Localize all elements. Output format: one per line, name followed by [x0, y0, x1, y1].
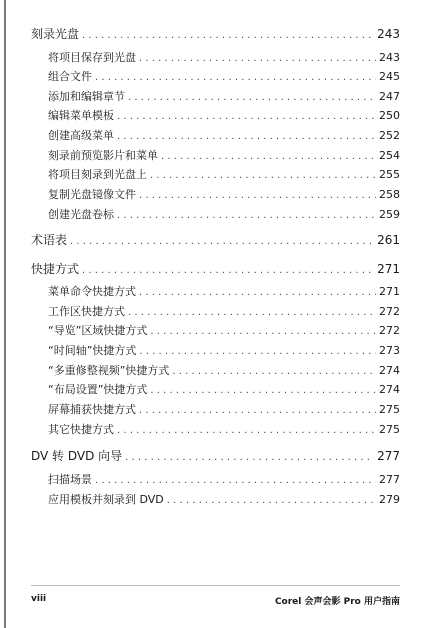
toc-entry-subsection[interactable]	[48, 51, 400, 66]
dot-leader	[150, 384, 376, 398]
toc-entry-subsection[interactable]	[48, 423, 400, 438]
dot-leader	[150, 169, 376, 183]
toc-entry-title: 刻录光盘	[31, 27, 80, 41]
toc-entry-subsection[interactable]	[48, 149, 400, 164]
dot-leader	[161, 150, 376, 164]
toc-entry-subsection[interactable]	[48, 383, 400, 398]
dot-leader	[139, 345, 376, 359]
toc-entry-subsection[interactable]	[48, 168, 400, 183]
dot-leader	[139, 286, 376, 300]
toc-entry-title: “导览”区域快捷方式	[48, 324, 148, 337]
dot-leader	[172, 365, 376, 379]
dot-leader	[167, 494, 376, 508]
toc-entry-subsection[interactable]	[48, 208, 400, 223]
toc-entry-title: 添加和编辑章节	[48, 90, 125, 103]
toc-entry-subsection[interactable]	[48, 90, 400, 105]
dot-leader	[117, 209, 376, 223]
toc-entry-page: 272	[379, 305, 400, 318]
toc-entry-title: 应用模板并刻录到 DVD	[48, 493, 164, 506]
dot-leader	[139, 52, 376, 66]
toc-entry-title: 快捷方式	[31, 262, 80, 276]
toc-entry-page: 273	[379, 344, 400, 357]
dot-leader	[117, 130, 376, 144]
toc-entry-page: 258	[379, 188, 400, 201]
toc-entry-page: 250	[379, 109, 400, 122]
dot-leader	[82, 263, 374, 278]
toc-entry-page: 252	[379, 129, 400, 142]
dot-leader	[117, 424, 376, 438]
dot-leader	[128, 306, 376, 320]
toc-entry-title: 术语表	[31, 233, 68, 247]
dot-leader	[117, 110, 376, 124]
toc-entry-page: 277	[377, 449, 400, 463]
dot-leader	[125, 450, 374, 465]
toc-entry-subsection[interactable]	[48, 305, 400, 320]
toc-entry-page: 255	[379, 168, 400, 181]
dot-leader	[82, 28, 374, 43]
toc-entry-page: 279	[379, 493, 400, 506]
toc-entry-title: 工作区快捷方式	[48, 305, 125, 318]
toc-entry-page: 261	[377, 233, 400, 247]
toc-entry-subsection[interactable]	[48, 129, 400, 144]
toc-entry-page: 275	[379, 403, 400, 416]
toc-entry-title: 刻录前预览影片和菜单	[48, 149, 158, 162]
toc-entry-title: “布局设置”快捷方式	[48, 383, 148, 396]
toc-entry-section[interactable]	[31, 27, 400, 43]
toc-entry-title: 其它快捷方式	[48, 423, 114, 436]
toc-entry-subsection[interactable]	[48, 493, 400, 508]
toc-entry-page: 243	[377, 27, 400, 41]
dot-leader	[150, 325, 376, 339]
toc-entry-page: 271	[377, 262, 400, 276]
toc-entry-title: 扫描场景	[48, 473, 92, 486]
toc-entry-page: 271	[379, 285, 400, 298]
toc-entry-title: 组合文件	[48, 70, 92, 83]
toc-entry-page: 275	[379, 423, 400, 436]
toc-entry-title: 将项目刻录到光盘上	[48, 168, 147, 181]
dot-leader	[70, 234, 374, 249]
dot-leader	[139, 189, 376, 203]
toc-entry-title: 编辑菜单模板	[48, 109, 114, 122]
toc-entry-page: 274	[379, 383, 400, 396]
toc-entry-subsection[interactable]	[48, 364, 400, 379]
toc-entry-subsection[interactable]	[48, 473, 400, 488]
toc-entry-title: 菜单命令快捷方式	[48, 285, 136, 298]
dot-leader	[128, 91, 376, 105]
toc-entry-page: 259	[379, 208, 400, 221]
toc-entry-title: 复制光盘镜像文件	[48, 188, 136, 201]
toc-entry-page: 274	[379, 364, 400, 377]
toc-entry-page: 247	[379, 90, 400, 103]
toc-entry-section[interactable]	[31, 449, 400, 465]
toc-entry-subsection[interactable]	[48, 188, 400, 203]
toc-entry-title: 将项目保存到光盘	[48, 51, 136, 64]
toc-entry-subsection[interactable]	[48, 285, 400, 300]
footer-page-number: viii	[31, 594, 47, 604]
toc-entry-section[interactable]	[31, 233, 400, 249]
toc-entry-subsection[interactable]	[48, 70, 400, 85]
toc-entry-title: 创建光盘卷标	[48, 208, 114, 221]
toc-entry-title: 屏幕捕获快捷方式	[48, 403, 136, 416]
toc-entry-page: 245	[379, 70, 400, 83]
dot-leader	[139, 404, 376, 418]
toc-entry-subsection[interactable]	[48, 324, 400, 339]
toc-entry-section[interactable]	[31, 262, 400, 278]
toc-entry-page: 254	[379, 149, 400, 162]
toc-entry-subsection[interactable]	[48, 344, 400, 359]
toc-entry-page: 243	[379, 51, 400, 64]
page-edge-rule	[4, 0, 6, 628]
toc-entry-title: “时间轴”快捷方式	[48, 344, 137, 357]
toc-entry-title: 创建高级菜单	[48, 129, 114, 142]
footer-book-title: Corel 会声会影 Pro 用户指南	[274, 597, 400, 607]
dot-leader	[95, 71, 376, 85]
dot-leader	[95, 474, 376, 488]
toc-entry-title: DV 转 DVD 向导	[31, 449, 123, 463]
toc-entry-page: 272	[379, 324, 400, 337]
toc-entry-title: “多重修整视频”快捷方式	[48, 364, 170, 377]
toc-entry-subsection[interactable]	[48, 403, 400, 418]
toc-entry-subsection[interactable]	[48, 109, 400, 124]
toc-entry-page: 277	[379, 473, 400, 486]
footer-rule	[31, 585, 400, 586]
